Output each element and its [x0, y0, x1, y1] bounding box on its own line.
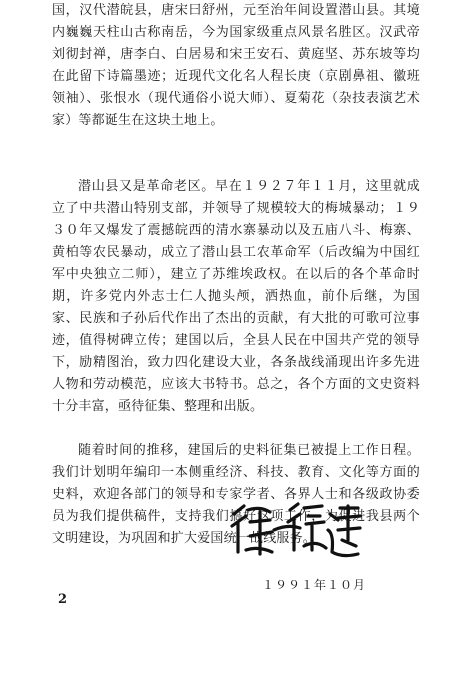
handwritten-signature [226, 500, 366, 568]
paragraph-revolution: 潜山县又是革命老区。早在１９２７年１１月，这里就成立了中共潜山特别支部，并领导了规模较大的梅城暴动；１９３０年又爆发了震撼皖西的清水寨暴动以及五庙八斗、梅寨、黄柏等农民暴动，成立了潜山县工农革命军（后改编为中国红军中央独立二师），建立了苏维埃政权。在以后的各个革命时期，许多党内外志士仁人抛头颅，洒热血，前仆后继，为国家、民族和子孙后代作出了杰出的贡献，有大批的可歌可泣事迹，值得树碑立传；建国以后，全县人民在中国共产党的领导下，励精图治，致力四化建设大业，各条战线涌现出许多先进人物和劳动模范，应该大书特书。总之，各个方面的文史资料十分丰富，亟待征集、整理和出版。 [52, 179, 420, 414]
date-line: １９９１年１０月 [262, 578, 367, 592]
paragraph-intro: 国，汉代潜皖县，唐宋曰舒州，元至治年间设置潜山县。其境内巍巍天柱山古称南岳，今为国家级重点风景名胜区。汉武帝刘彻封禅，唐李白、白居易和宋王安石、黄庭坚、苏东坡等均在此留下诗篇墨迹；近现代文化名人程长庚（京剧鼻祖、徽班领袖）、张恨水（现代通俗小说大师）、夏菊花（杂技表演艺术家）等都诞生在这块土地上。 [52, 3, 420, 128]
paragraph-plan: 随着时间的推移，建国后的史料征集已被提上工作日程。我们计划明年编印一本侧重经济、科技、教育、文化等方面的史料，欢迎各部门的领导和专家学者、各界人士和各级政协委员为我们提供稿件，支持我们搞好这项工作，为促进我县两个文明建设，为巩固和扩大爱国统一战线服务。 [52, 443, 420, 546]
page-number: 2 [58, 592, 68, 607]
